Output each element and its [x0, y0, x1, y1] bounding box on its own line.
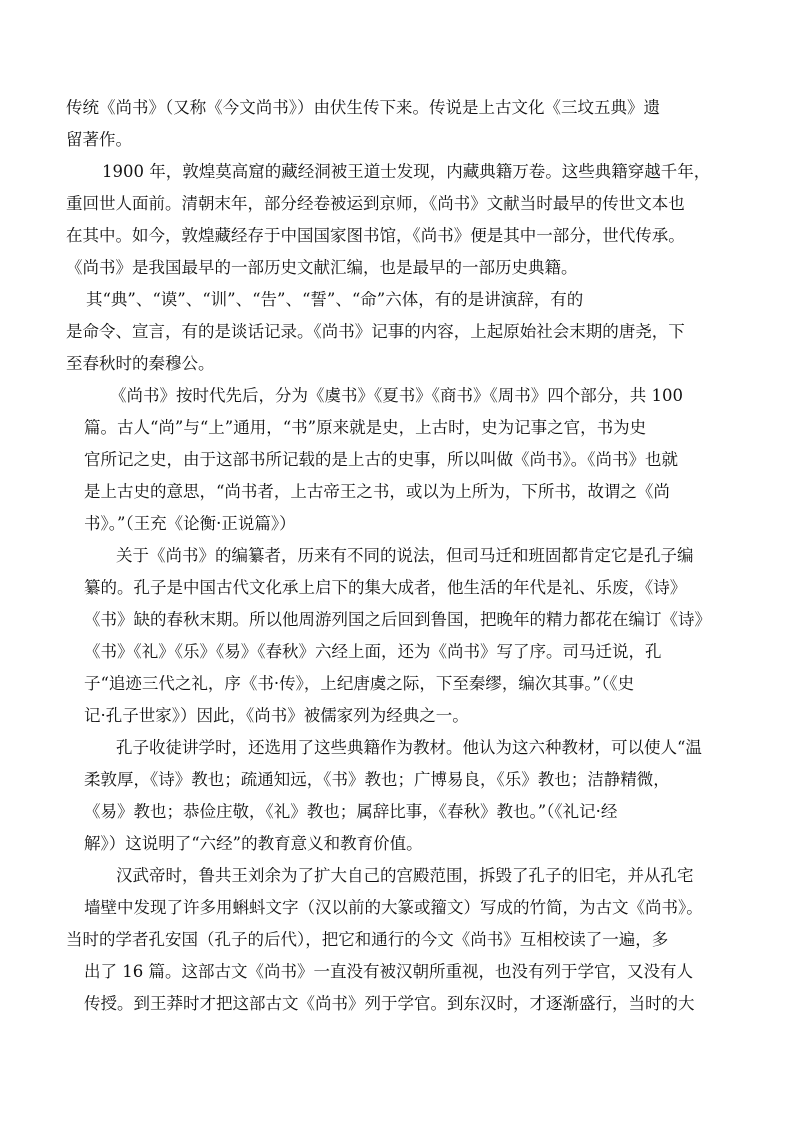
paragraph	[66, 540, 736, 732]
text-line: 传统《尚书》（又称《今文尚书》）由伏生传下来。传说是上古文化《三坟五典》遗	[66, 98, 660, 117]
text-line: 《易》教也；恭俭庄敬，《礼》教也；属辞比事，《春秋》教也。”（《礼记·经	[84, 802, 618, 821]
text-line: 孔子收徒讲学时，还选用了这些典籍作为教材。他认为这六种教材，可以使人“温	[116, 738, 702, 757]
paragraph	[66, 92, 736, 156]
paragraph	[66, 860, 736, 1020]
paragraph	[66, 284, 736, 380]
text-line: 《书》缺的春秋末期。所以他周游列国之后回到鲁国，把晚年的精力都花在编订《诗》	[84, 610, 711, 629]
text-line: 留著作。	[66, 130, 132, 149]
text-line: 当时的学者孔安国（孔子的后代），把它和通行的今文《尚书》互相校读了一遍，多	[66, 930, 669, 949]
text-line: 重回世人面前。清朝末年，部分经卷被运到京师，《尚书》文献当时最早的传世文本也	[66, 194, 685, 213]
text-line: 墙壁中发现了许多用蝌蚪文字（汉以前的大篆或籀文）写成的竹简，为古文《尚书》。	[84, 898, 703, 917]
text-line: 关于《尚书》的编纂者，历来有不同的说法，但司马迁和班固都肯定它是孔子编	[116, 546, 694, 565]
text-line: 子“追迹三代之礼，序《书·传》，上纪唐虞之际，下至秦缪，编次其事。”（《史	[84, 674, 635, 693]
text-line: 官所记之史，由于这部书所记载的是上古的史事，所以叫做《尚书》。《尚书》也就	[84, 450, 678, 469]
text-line: 是上古史的意思，“尚书者，上古帝王之书，或以为上所为，下所书，故谓之《尚	[84, 482, 670, 501]
text-line: 《尚书》按时代先后，分为《虞书》《夏书》《商书》《周书》四个部分，共 100	[110, 386, 683, 405]
paragraph	[66, 732, 736, 860]
text-line: 至春秋时的秦穆公。	[66, 354, 215, 373]
text-line: 《尚书》是我国最早的一部历史文献汇编，也是最早的一部历史典籍。	[66, 258, 578, 277]
text-line: 纂的。孔子是中国古代文化承上启下的集大成者，他生活的年代是礼、乐废，《诗》	[84, 578, 687, 597]
text-line: 汉武帝时，鲁共王刘余为了扩大自己的宫殿范围，拆毁了孔子的旧宅，并从孔宅	[116, 866, 694, 885]
text-line: 1900 年，敦煌莫高窟的藏经洞被王道士发现，内藏典籍万卷。这些典籍穿越千年，	[102, 162, 711, 181]
document-body	[66, 92, 736, 1020]
text-line: 出了 16 篇。这部古文《尚书》一直没有被汉朝所重视，也没有列于学官，又没有人	[84, 962, 693, 981]
paragraph	[66, 156, 736, 284]
text-line: 传授。到王莽时才把这部古文《尚书》列于学官。到东汉时，才逐渐盛行，当时的大	[84, 994, 695, 1013]
text-line: 是命令、宣言，有的是谈话记录。《尚书》记事的内容，上起原始社会末期的唐尧，下	[66, 322, 685, 341]
text-line: 《书》《礼》《乐》《易》《春秋》六经上面，还为《尚书》写了序。司马迁说，孔	[84, 642, 662, 661]
text-line: 其“典”、“谟”、“训”、“告”、“誓”、“命”六体，有的是讲演辞，有的	[86, 290, 584, 309]
text-line: 记·孔子世家》）因此，《尚书》被儒家列为经典之一。	[84, 706, 469, 725]
text-line: 篇。古人“尚”与“上”通用，“书”原来就是史，上古时，史为记事之官，书为史	[84, 418, 647, 437]
paragraph	[66, 380, 736, 540]
text-line: 解》）这说明了“六经”的教育意义和教育价值。	[84, 834, 423, 853]
text-line: 书》。”（王充《论衡·正说篇》）	[84, 514, 296, 533]
document-page	[66, 92, 736, 1020]
text-line: 柔敦厚，《诗》教也；疏通知远，《书》教也；广博易良，《乐》教也；洁静精微，	[84, 770, 670, 789]
text-line: 在其中。如今，敦煌藏经存于中国国家图书馆，《尚书》便是其中一部分，世代传承。	[66, 226, 685, 245]
